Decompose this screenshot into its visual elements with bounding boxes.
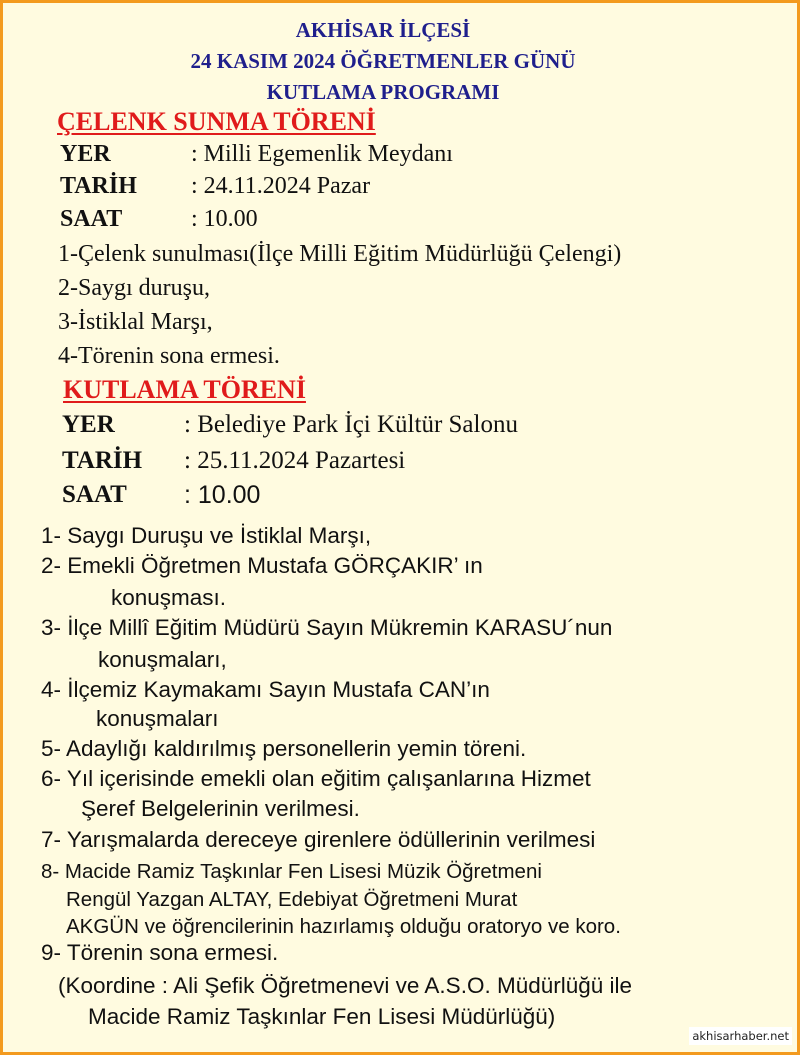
celenk-saat-value: : 10.00: [191, 206, 258, 232]
program-item: 8- Macide Ramiz Taşkınlar Fen Lisesi Müzik Öğretmeni: [41, 860, 542, 883]
kutlama-yer-value: : Belediye Park İçi Kültür Salonu: [184, 411, 518, 438]
program-item-continuation: AKGÜN ve öğrencilerinin hazırlamış olduğu oratoryo ve koro.: [66, 915, 621, 938]
program-item: 2- Emekli Öğretmen Mustafa GÖRÇAKIR’ ın: [41, 553, 483, 578]
program-item-continuation: Şeref Belgelerinin verilmesi.: [81, 796, 360, 821]
celenk-tarih-label: TARİH: [60, 173, 137, 199]
program-item-continuation: konuşmaları,: [98, 647, 227, 672]
header-program: KUTLAMA PROGRAMI: [266, 80, 500, 104]
celenk-item: 2-Saygı duruşu,: [58, 275, 210, 301]
program-item-continuation: konuşmaları: [96, 706, 219, 731]
site-watermark: akhisarhaber.net: [689, 1027, 792, 1045]
program-item: 7- Yarışmalarda dereceye girenlere ödüllerinin verilmesi: [41, 827, 596, 852]
header-event: 24 KASIM 2024 ÖĞRETMENLER GÜNÜ: [190, 49, 576, 73]
celenk-tarih-value: : 24.11.2024 Pazar: [191, 173, 371, 199]
coordinator-note-line2: Macide Ramiz Taşkınlar Fen Lisesi Müdürlüğü): [88, 1004, 556, 1029]
coordinator-note-line1: (Koordine : Ali Şefik Öğretmenevi ve A.S.O. Müdürlüğü ile: [58, 973, 633, 998]
celenk-item: 3-İstiklal Marşı,: [58, 309, 213, 335]
kutlama-tarih-label: TARİH: [62, 447, 143, 474]
program-item: 4- İlçemiz Kaymakamı Sayın Mustafa CAN’ın: [41, 677, 490, 702]
celenk-yer-value: : Milli Egemenlik Meydanı: [191, 141, 453, 167]
kutlama-saat-value: : 10.00: [184, 481, 261, 509]
program-item: 9- Törenin sona ermesi.: [41, 940, 279, 965]
celenk-item: 1-Çelenk sunulması(İlçe Milli Eğitim Müdürlüğü Çelengi): [58, 241, 622, 267]
program-item-continuation: konuşması.: [111, 585, 227, 610]
program-item-continuation: Rengül Yazgan ALTAY, Edebiyat Öğretmeni Murat: [66, 888, 518, 911]
celenk-section-title: ÇELENK SUNMA TÖRENİ: [57, 107, 376, 136]
celenk-yer-label: YER: [60, 141, 111, 167]
program-item: 6- Yıl içerisinde emekli olan eğitim çalışanlarına Hizmet: [41, 766, 591, 791]
program-item: 1- Saygı Duruşu ve İstiklal Marşı,: [41, 523, 372, 548]
kutlama-tarih-value: : 25.11.2024 Pazartesi: [184, 447, 406, 474]
celenk-saat-label: SAAT: [60, 206, 123, 232]
kutlama-yer-label: YER: [62, 411, 115, 438]
kutlama-section-title: KUTLAMA TÖRENİ: [63, 375, 306, 404]
program-item: 3- İlçe Millî Eğitim Müdürü Sayın Mükremin KARASU´nun: [41, 615, 613, 640]
celenk-item: 4-Törenin sona ermesi.: [58, 343, 280, 369]
program-item: 5- Adaylığı kaldırılmış personellerin yemin töreni.: [41, 736, 527, 761]
kutlama-saat-label: SAAT: [62, 481, 127, 508]
header-district: AKHİSAR İLÇESİ: [295, 18, 471, 42]
